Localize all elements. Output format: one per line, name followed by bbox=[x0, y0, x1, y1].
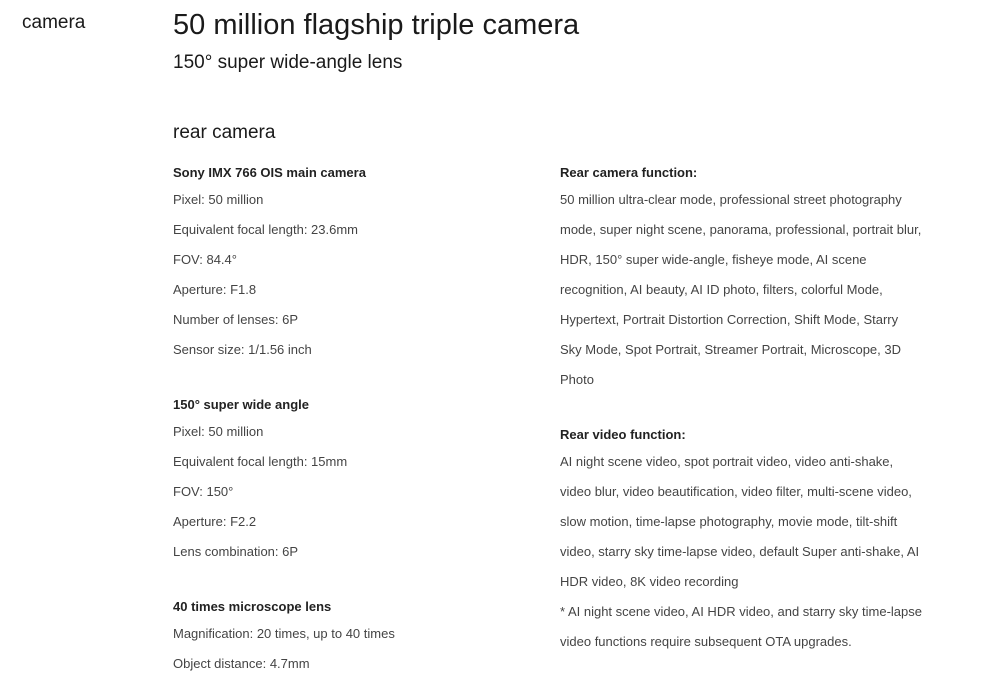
spec-line: Sensor size: 1/1.56 inch bbox=[173, 342, 312, 357]
spec-block-heading: 150° super wide angle bbox=[173, 397, 309, 412]
spec-line: Pixel: 50 million bbox=[173, 192, 264, 207]
function-line: Sky Mode, Spot Portrait, Streamer Portrait, Microscope, 3D bbox=[560, 342, 902, 357]
function-line: HDR, 150° super wide-angle, fisheye mode, AI scene bbox=[560, 252, 867, 267]
spec-line: Aperture: F1.8 bbox=[173, 282, 257, 297]
function-line: mode, super night scene, panorama, professional, portrait blur, bbox=[560, 222, 922, 237]
spec-block-main-camera bbox=[173, 161, 533, 365]
function-line: HDR video, 8K video recording bbox=[560, 574, 739, 589]
function-line: video functions require subsequent OTA upgrades. bbox=[560, 634, 852, 649]
function-line: AI night scene video, spot portrait video, video anti-shake, bbox=[560, 454, 894, 469]
function-line: Photo bbox=[560, 372, 594, 387]
function-line: video blur, video beautification, video filter, multi-scene video, bbox=[560, 484, 912, 499]
function-block-camera bbox=[560, 161, 935, 395]
function-block-heading: Rear camera function: bbox=[560, 165, 698, 180]
spec-line: Magnification: 20 times, up to 40 times bbox=[173, 626, 395, 641]
left-spec-column bbox=[173, 161, 533, 679]
right-spec-column bbox=[560, 161, 935, 657]
spec-block-microscope bbox=[173, 595, 533, 679]
function-line: video, starry sky time-lapse video, default Super anti-shake, AI bbox=[560, 544, 920, 559]
spec-line: FOV: 150° bbox=[173, 484, 234, 499]
rear-camera-title: rear camera bbox=[173, 122, 276, 143]
subheadline: 150° super wide-angle lens bbox=[173, 52, 403, 73]
spec-line: FOV: 84.4° bbox=[173, 252, 237, 267]
spec-line: Object distance: 4.7mm bbox=[173, 656, 310, 671]
function-line: Hypertext, Portrait Distortion Correction, Shift Mode, Starry bbox=[560, 312, 899, 327]
function-block-video bbox=[560, 423, 935, 657]
function-line: recognition, AI beauty, AI ID photo, filters, colorful Mode, bbox=[560, 282, 883, 297]
spec-line: Number of lenses: 6P bbox=[173, 312, 299, 327]
spec-block-wide-angle bbox=[173, 393, 533, 567]
function-block-heading: Rear video function: bbox=[560, 427, 686, 442]
spec-block-heading: 40 times microscope lens bbox=[173, 599, 332, 614]
spec-line: Lens combination: 6P bbox=[173, 544, 299, 559]
section-label: camera bbox=[22, 12, 86, 33]
function-line: slow motion, time-lapse photography, movie mode, tilt-shift bbox=[560, 514, 898, 529]
headline: 50 million flagship triple camera bbox=[173, 9, 580, 41]
spec-line: Equivalent focal length: 23.6mm bbox=[173, 222, 358, 237]
spec-block-heading: Sony IMX 766 OIS main camera bbox=[173, 165, 366, 180]
function-line: 50 million ultra-clear mode, professional street photography bbox=[560, 192, 902, 207]
spec-line: Equivalent focal length: 15mm bbox=[173, 454, 348, 469]
function-line: * AI night scene video, AI HDR video, and starry sky time-lapse bbox=[560, 604, 923, 619]
spec-line: Pixel: 50 million bbox=[173, 424, 264, 439]
spec-line: Aperture: F2.2 bbox=[173, 514, 257, 529]
